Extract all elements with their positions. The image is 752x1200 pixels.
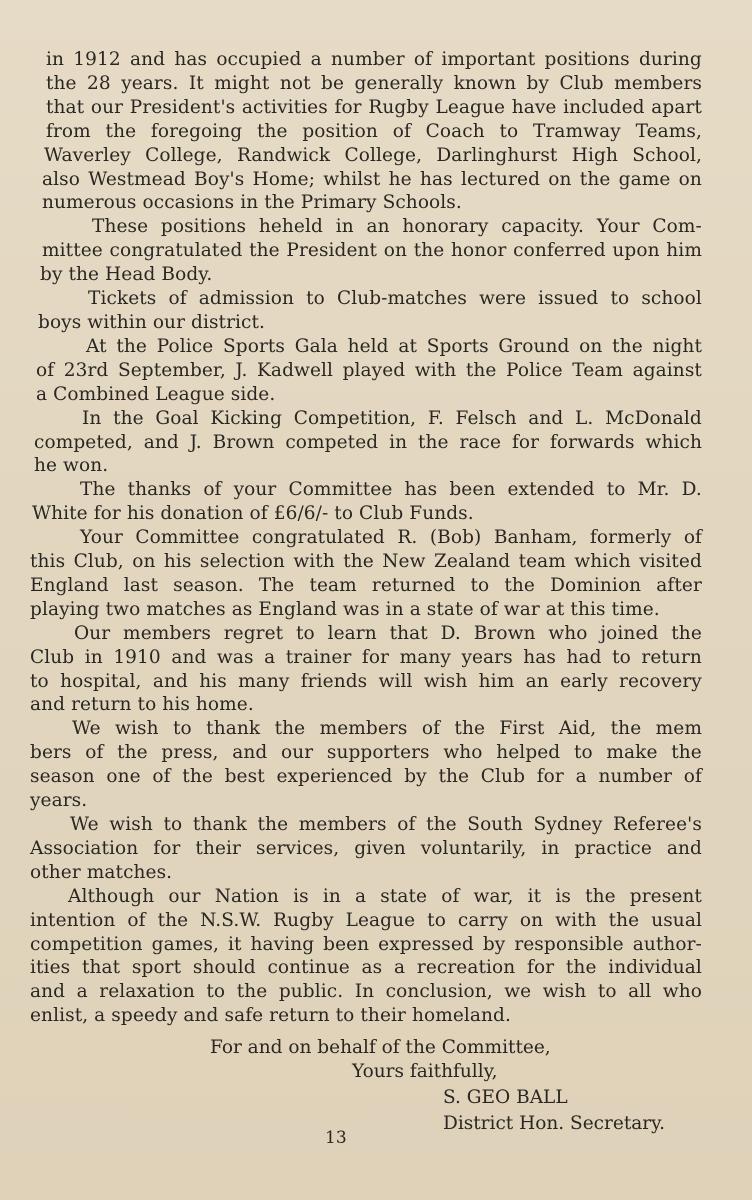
text-line: this Club, on his selection with the New Zealand team which visited [30,551,702,573]
text-line: to hospital, and his many friends will wish him an early recovery [30,670,702,692]
text-line: other matches. [30,861,173,883]
text-line: also Westmead Boy's Home; whilst he has lectured on the game on [42,168,702,190]
body-text [30,48,702,1028]
text-line: ities that sport should continue as a recreation for the individual [30,957,702,979]
text-line: Association for their services, given voluntarily, in practice and [30,837,702,859]
text-line: years. [30,790,88,812]
text-line: England last season. The team returned to the Dominion after [30,574,702,596]
signatory-name: S. GEO BALL [443,1087,568,1108]
text-line: Although our Nation is in a state of war, it is the present [68,885,702,907]
text-line: The thanks of your Committee has been extended to Mr. D. [80,479,702,501]
text-line: These positions heheld in an honorary capacity. Your Com- [92,216,702,238]
text-line: of 23rd September, J. Kadwell played with the Police Team against [36,359,702,381]
text-line: that our President's activities for Rugby League have included apart [46,96,702,118]
text-line: competition games, it having been expressed by responsible author- [30,933,702,955]
text-line: Club in 1910 and was a trainer for many years has had to return [30,646,702,668]
text-line: and return to his home. [30,694,254,716]
text-line: In the Goal Kicking Competition, F. Felsch and L. McDonald [82,407,702,429]
text-line: the 28 years. It might not be generally known by Club members [46,72,702,94]
text-line: by the Head Body. [40,264,213,286]
text-line: We wish to thank the members of the South Sydney Referee's [70,814,702,835]
signatory-title: District Hon. Secretary. [443,1113,666,1134]
text-line: in 1912 and has occupied a number of important positions during [46,49,702,70]
text-line: from the foregoing the position of Coach to Tramway Teams, [46,120,702,142]
text-line: White for his donation of £6/6/- to Club Funds. [32,503,474,525]
text-line: intention of the N.S.W. Rugby League to carry on with the usual [30,909,702,931]
text-line: enlist, a speedy and safe return to their homeland. [30,1005,511,1027]
yours-faithfully: Yours faithfully, [352,1061,498,1082]
text-line: he won. [34,455,109,477]
text-line: Your Committee congratulated R. (Bob) Banham, formerly of [80,527,702,549]
page-number: 13 [325,1128,347,1148]
text-line: mittee congratulated the President on the honor conferred upon him [42,240,702,262]
text-line: and a relaxation to the public. In conclusion, we wish to all who [30,981,702,1003]
text-line: numerous occasions in the Primary Schools. [42,192,462,214]
text-line: We wish to thank the members of the First Aid, the mem [72,718,702,740]
text-line: bers of the press, and our supporters who helped to make the [30,742,702,764]
text-line: Tickets of admission to Club-matches were issued to school [88,288,702,310]
text-line: season one of the best experienced by the Club for a number of [30,766,702,788]
text-line: playing two matches as England was in a state of war at this time. [30,598,660,620]
text-line: Waverley College, Randwick College, Darlinghurst High School, [44,144,702,166]
text-line: At the Police Sports Gala held at Sports Ground on the night [86,335,702,357]
text-line: a Combined League side. [36,383,276,405]
closing-line: For and on behalf of the Committee, [210,1037,551,1058]
text-line: boys within our district. [38,311,266,333]
text-line: competed, and J. Brown competed in the race for forwards which [34,431,702,453]
text-line: Our members regret to learn that D. Brown who joined the [74,622,702,644]
